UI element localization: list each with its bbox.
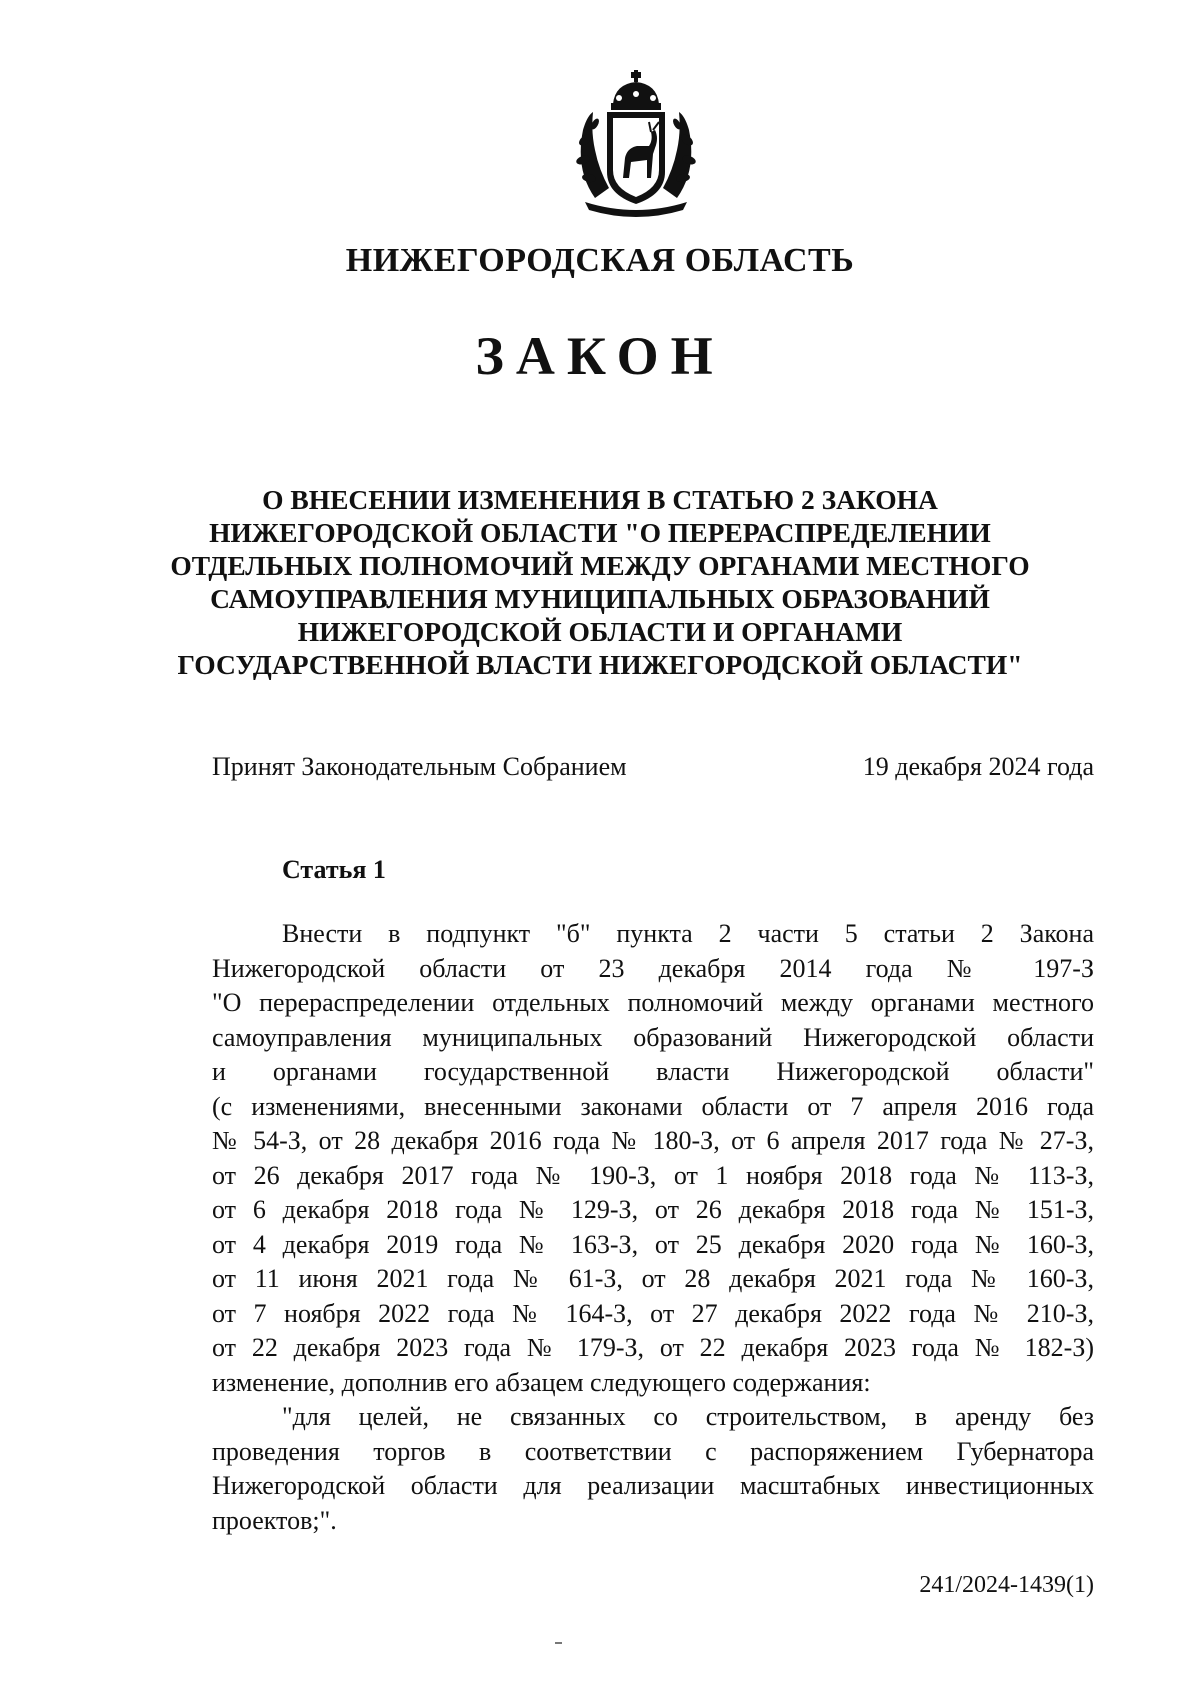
paragraph-line: Нижегородской области от 23 декабря 2014 года № 197-З <box>212 953 1094 983</box>
law-title <box>150 483 1050 681</box>
paragraph-line: (с изменениями, внесенными законами области от 7 апреля 2016 года <box>212 1091 1094 1121</box>
law-title-line: ГОСУДАРСТВЕННОЙ ВЛАСТИ НИЖЕГОРОДСКОЙ ОБЛАСТИ" <box>177 649 1023 680</box>
paragraph-line: проведения торгов в соответствии с распоряжением Губернатора <box>212 1436 1094 1466</box>
coat-of-arms-icon <box>565 70 707 218</box>
law-title-line: САМОУПРАВЛЕНИЯ МУНИЦИПАЛЬНЫХ ОБРАЗОВАНИЙ <box>210 583 990 614</box>
paragraph-line: № 54-З, от 28 декабря 2016 года № 180-З, от 6 апреля 2017 года № 27-З, <box>212 1126 1094 1155</box>
paragraph-line: Нижегородской области для реализации масштабных инвестиционных <box>212 1471 1094 1500</box>
paragraph-line: от 4 декабря 2019 года № 163-З, от 25 декабря 2020 года № 160-З, <box>212 1229 1094 1259</box>
law-title-line: НИЖЕГОРОДСКОЙ ОБЛАСТИ "О ПЕРЕРАСПРЕДЕЛЕНИИ <box>209 517 991 548</box>
paragraph-line: "для целей, не связанных со строительством, в аренду без <box>282 1402 1094 1431</box>
paragraph-line: Внести в подпункт "б" пункта 2 части 5 статьи 2 Закона <box>282 919 1094 948</box>
region-title: НИЖЕГОРОДСКАЯ ОБЛАСТЬ <box>345 242 855 279</box>
article-body <box>212 917 1094 1538</box>
article-heading: Статья 1 <box>282 855 386 884</box>
adopted-by: Принят Законодательным Собранием <box>212 752 627 781</box>
paragraph-line: "О перераспределении отдельных полномочий между органами местного <box>212 988 1094 1017</box>
paragraph-line: от 6 декабря 2018 года № 129-З, от 26 декабря 2018 года № 151-З, <box>212 1195 1094 1224</box>
paragraph-line: от 7 ноября 2022 года № 164-З, от 27 декабря 2022 года № 210-З, <box>212 1298 1094 1328</box>
document-type: ЗАКОН <box>475 326 725 386</box>
paragraph-line: самоуправления муниципальных образований Нижегородской области <box>212 1022 1094 1052</box>
adoption-date: 19 декабря 2024 года <box>862 752 1094 781</box>
law-title-line: ОТДЕЛЬНЫХ ПОЛНОМОЧИЙ МЕЖДУ ОРГАНАМИ МЕСТНОГО <box>170 550 1030 581</box>
scan-artifact <box>555 1642 562 1644</box>
paragraph-line: изменение, дополнив его абзацем следующего содержания: <box>212 1367 871 1397</box>
document-number: 241/2024-1439(1) <box>919 1572 1094 1598</box>
paragraph-line: проектов;". <box>212 1505 337 1535</box>
law-title-line: О ВНЕСЕНИИ ИЗМЕНЕНИЯ В СТАТЬЮ 2 ЗАКОНА <box>262 484 938 515</box>
paragraph-line: и органами государственной власти Нижегородской области" <box>212 1057 1094 1086</box>
paragraph-line: от 11 июня 2021 года № 61-З, от 28 декабря 2021 года № 160-З, <box>212 1264 1094 1293</box>
paragraph-line: от 26 декабря 2017 года № 190-З, от 1 ноября 2018 года № 113-З, <box>212 1160 1094 1190</box>
paragraph-line: от 22 декабря 2023 года № 179-З, от 22 декабря 2023 года № 182-З) <box>212 1333 1094 1362</box>
law-title-line: НИЖЕГОРОДСКОЙ ОБЛАСТИ И ОРГАНАМИ <box>297 616 903 647</box>
